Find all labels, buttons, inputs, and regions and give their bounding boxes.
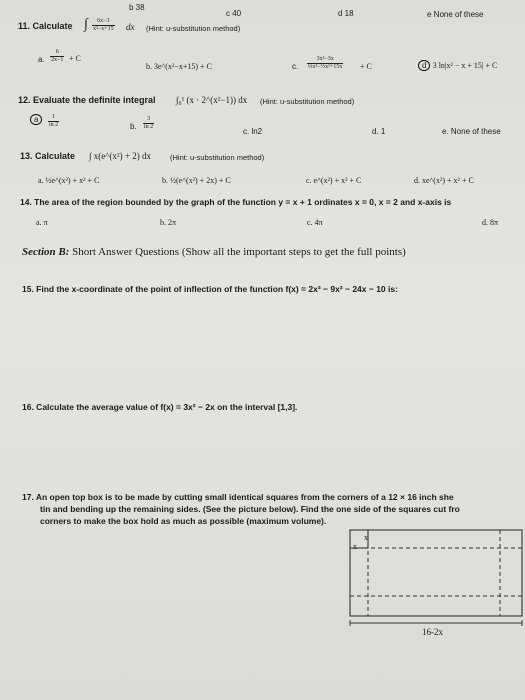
option-b-top: b 38 (129, 3, 145, 12)
option-c-top: c 40 (226, 9, 242, 18)
fraction-numerator: 6 (50, 49, 64, 57)
dimension-label-bottom: 16-2x (422, 627, 443, 637)
fraction-denominator: x²−x+15 (93, 26, 114, 32)
q11-option-b: b. 3e^(x²−x+15) + C (146, 62, 212, 71)
corner-label-x-left: x (353, 542, 357, 551)
q12-option-b-letter: b. (130, 122, 137, 131)
fraction-denominator: 2x−1 (51, 57, 64, 63)
option-d-top: d 18 (338, 9, 354, 18)
q12-option-c: c. ln2 (243, 127, 263, 136)
q11-option-d (418, 60, 497, 71)
section-b-title: Section B: (22, 246, 70, 258)
q11-option-d-text: 3 ln|x² − x + 15| + C (432, 61, 498, 70)
integral-sign-11: ∫ (84, 17, 88, 32)
q13-option-d: d. xe^(x²) + x² + C (414, 176, 474, 185)
question-13-integral: ∫ x(e^(x²) + 2) dx (89, 151, 151, 161)
question-17-line-2: tin and bending up the remaining sides. (See the picture below). Find the one side of the squares cut fro (40, 504, 460, 514)
fraction-denominator: ln 2 (144, 124, 154, 130)
q11-option-a-fraction (50, 49, 64, 64)
q14-option-c: c. 4π (307, 218, 323, 227)
q11-option-c-fraction (307, 56, 343, 71)
q11-option-c-tail: + C (360, 62, 372, 71)
q13-option-a: a. ½e^(x²) + x² + C (38, 176, 100, 185)
q11-option-c-letter: c. (292, 62, 299, 71)
question-16: 16. Calculate the average value of f(x) = 3x² − 2x on the interval [1,3]. (22, 402, 298, 412)
fraction-numerator: 1 (48, 114, 59, 122)
corner-label-x-top: x (364, 533, 368, 542)
question-11-dx: dx (126, 22, 135, 32)
selected-answer-circle: d (418, 60, 430, 71)
q12-option-b-fraction (143, 116, 154, 131)
fraction-denominator: ⅓x³−½x²+15x (308, 64, 343, 70)
question-17-line-1: 17. An open top box is to be made by cutting small identical squares from the corners of a 12 × 16 inch she (22, 492, 454, 502)
question-12-integral: ∫₀¹ (x · 2^(x²−1)) dx (176, 95, 248, 105)
fraction-denominator: ln 2 (49, 122, 59, 128)
question-13-label: 13. Calculate (20, 151, 76, 161)
question-11-label: 11. Calculate (18, 21, 73, 31)
q13-option-b: b. ½(e^(x²) + 2x) + C (162, 176, 231, 185)
q11-option-a-tail: + C (69, 54, 81, 63)
section-b-heading (22, 246, 406, 258)
question-17-line-3: corners to make the box hold as much as possible (maximum volume). (40, 516, 327, 526)
selected-answer-circle: a (30, 114, 42, 125)
q14-option-a: a. π (36, 218, 48, 227)
question-11-hint: (Hint: u-substitution method) (146, 24, 241, 33)
q12-option-a-fraction (48, 114, 59, 129)
question-14-label: 14. The area of the region bounded by the graph of the function y = x + 1 ordinates x = 0, x = 2 and x-axis is (20, 197, 452, 207)
option-e-top: e None of these (427, 10, 484, 19)
q14-option-b: b. 2π (160, 218, 177, 227)
question-11-fraction (92, 18, 115, 33)
question-13-hint: (Hint: u-substitution method) (170, 153, 265, 162)
question-12-hint: (Hint: u-substitution method) (260, 97, 355, 106)
box-net-diagram (340, 528, 525, 640)
fraction-numerator: 3x²−3x (307, 56, 343, 64)
sheet-outline (350, 530, 522, 616)
q12-option-d: d. 1 (372, 127, 386, 136)
q14-option-d: d. 8π (482, 218, 499, 227)
q13-option-c: c. e^(x²) + x² + C (306, 176, 362, 185)
section-b-subtitle: Short Answer Questions (Show all the important steps to get the full points) (72, 246, 406, 258)
q11-option-a-letter: a. (38, 55, 45, 64)
q12-option-a (30, 114, 42, 125)
fraction-numerator: 3 (143, 116, 154, 124)
question-12-label: 12. Evaluate the definite integral (18, 95, 156, 105)
question-15: 15. Find the x-coordinate of the point of inflection of the function f(x) = 2x³ − 9x² − 24x − 10 is: (22, 284, 398, 294)
q12-option-e: e. None of these (442, 127, 501, 136)
fraction-numerator: 6x−3 (92, 18, 115, 26)
